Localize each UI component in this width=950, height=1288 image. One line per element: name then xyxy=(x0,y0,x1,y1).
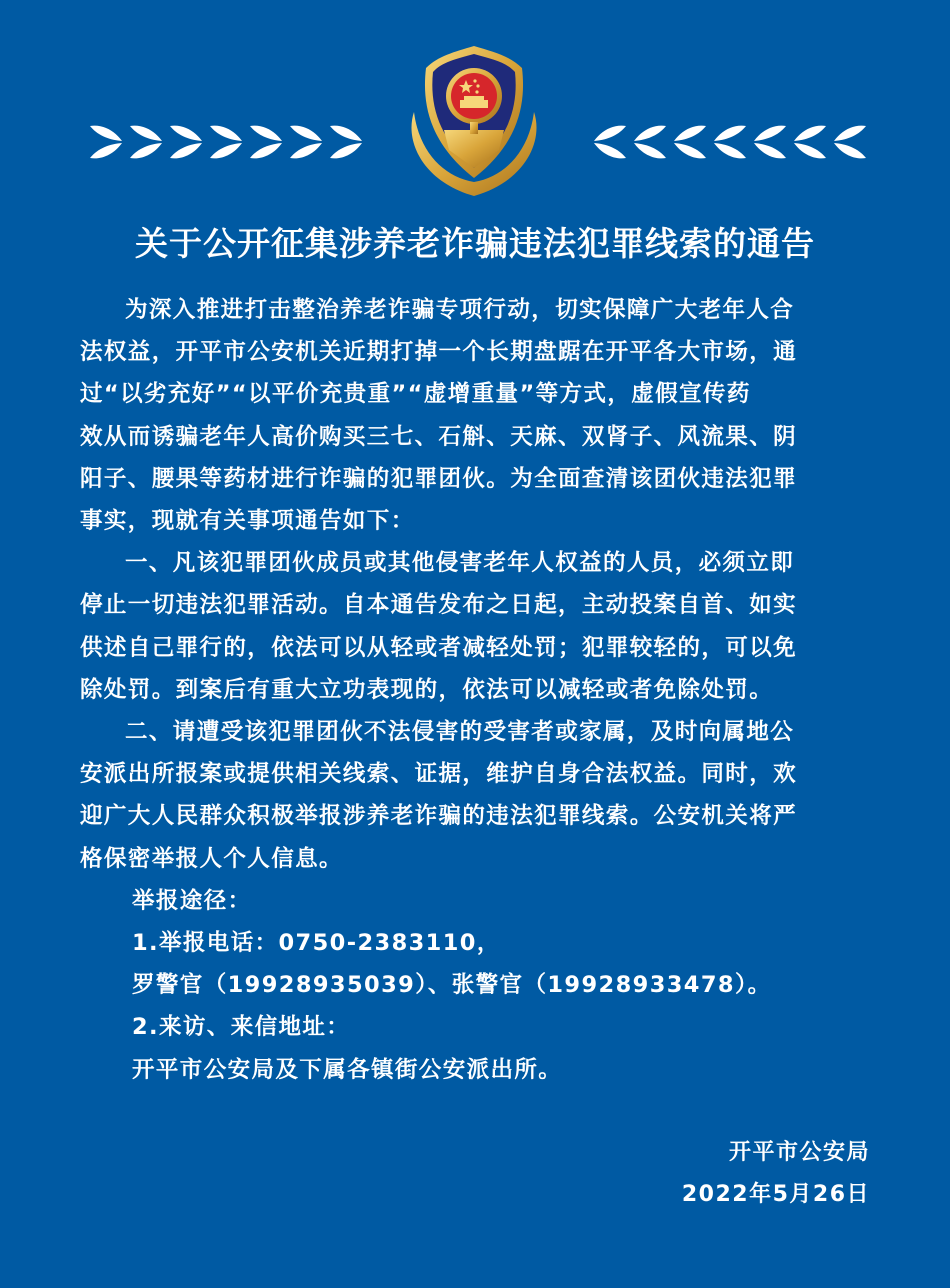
leaf-chevron-left-icon xyxy=(830,122,868,162)
notice-title: 关于公开征集涉养老诈骗违法犯罪线索的通告 xyxy=(135,224,815,263)
leaf-chevron-right-icon xyxy=(288,122,326,162)
leaf-chevron-left-icon xyxy=(710,122,748,162)
text-line: 供述自己罪行的，依法可以从轻或者减轻处罚；犯罪较轻的，可以免 xyxy=(80,634,798,661)
leaf-chevron-right-icon xyxy=(88,122,126,162)
text-line: 事实，现就有关事项通告如下： xyxy=(80,508,415,535)
text-line: 法权益，开平市公安机关近期打掉一个长期盘踞在开平各大市场，通 xyxy=(80,339,798,366)
leaf-chevron-left-icon xyxy=(630,122,668,162)
leaf-chevron-left-icon xyxy=(670,122,708,162)
leaf-chevron-right-icon xyxy=(128,122,166,162)
report-officers: 罗警官（19928935039）、张警官（19928933478）。 xyxy=(132,972,772,999)
text-line: 一、凡该犯罪团伙成员或其他侵害老年人权益的人员，必须立即 xyxy=(125,550,795,577)
text-line: 安派出所报案或提供相关线索、证据，维护自身合法权益。同时，欢 xyxy=(80,761,798,788)
leaf-chevron-left-icon xyxy=(590,122,628,162)
intro-paragraph xyxy=(80,289,872,542)
leaf-chevron-right-icon xyxy=(168,122,206,162)
leaf-chevron-left-icon xyxy=(790,122,828,162)
text-line: 迎广大人民群众积极举报涉养老诈骗的违法犯罪线索。公安机关将严 xyxy=(80,803,798,830)
leaf-chevron-left-icon xyxy=(750,122,788,162)
report-channels xyxy=(80,880,872,1091)
report-address: 开平市公安局及下属各镇街公安派出所。 xyxy=(132,1056,563,1083)
signature-org: 开平市公安局 xyxy=(728,1140,870,1165)
right-leaf-decoration xyxy=(590,122,868,162)
text-line: 格保密举报人个人信息。 xyxy=(80,845,343,872)
text-line: 停止一切违法犯罪活动。自本通告发布之日起，主动投案自首、如实 xyxy=(80,592,798,619)
report-heading: 举报途径： xyxy=(132,887,252,914)
notice-body xyxy=(80,289,872,1091)
leaf-chevron-right-icon xyxy=(248,122,286,162)
left-leaf-decoration xyxy=(88,122,366,162)
leaf-chevron-right-icon xyxy=(208,122,246,162)
text-line: 阳子、腰果等药材进行诈骗的犯罪团伙。为全面查清该团伙违法犯罪 xyxy=(80,465,798,492)
text-line: 效从而诱骗老年人高价购买三七、石斛、天麻、双肾子、风流果、阴 xyxy=(80,423,798,450)
text-line: 过“以劣充好”“以平价充贵重”“虚增重量”等方式，虚假宣传药 xyxy=(80,381,751,408)
signature-block xyxy=(682,1132,870,1216)
text-line: 除处罚。到案后有重大立功表现的，依法可以减轻或者免除处罚。 xyxy=(80,676,774,703)
leaf-chevron-right-icon xyxy=(328,122,366,162)
police-badge-icon xyxy=(404,42,544,198)
text-line: 为深入推进打击整治养老诈骗专项行动，切实保障广大老年人合 xyxy=(125,297,795,323)
report-phone: 1.举报电话：0750-2383110， xyxy=(132,930,501,957)
item-1-paragraph xyxy=(80,542,872,711)
signature-date: 2022年5月26日 xyxy=(681,1182,870,1207)
item-2-paragraph xyxy=(80,711,872,880)
text-line: 二、请遭受该犯罪团伙不法侵害的受害者或家属，及时向属地公 xyxy=(125,719,795,746)
report-address-heading: 2.来访、来信地址： xyxy=(132,1014,351,1041)
